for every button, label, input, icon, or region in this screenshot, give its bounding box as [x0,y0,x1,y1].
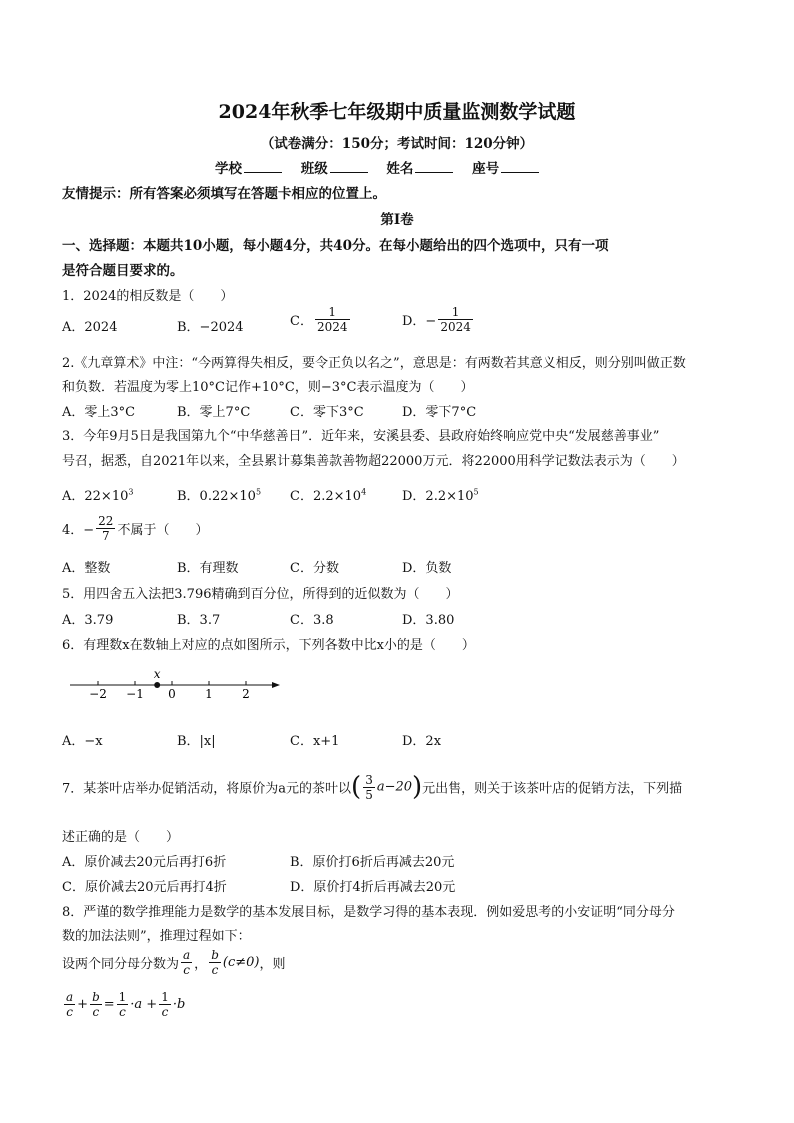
q6-option-d: D．2x [402,734,442,749]
q1-option-c: C． $\frac{1}{2024}$ [290,305,348,334]
q2-option-d: D．零下7°C [402,405,477,420]
number-line-tick-label: 1 [205,687,213,701]
volume-heading: 第Ⅰ卷 [380,212,414,228]
field-school: 学校 [215,157,282,177]
q1-option-b: B．−2024 [177,320,244,335]
q7-option-d: D．原价打4折后再减去20元 [290,880,456,895]
q8-line2: 数的加法法则”，推理过程如下： [62,929,251,944]
number-line-tick-label: 0 [168,687,176,701]
q8-line3: 设两个同分母分数为 $\frac{a}{c}$ ， $\frac{b}{c}$ (c≠0)，则 [62,948,286,977]
q1-option-d: D．− $\frac{1}{2024}$ [402,305,471,334]
q3-option-d: D．$2.2\times 10^5$ [402,487,479,504]
q7-option-b: B．原价打6折后再减去20元 [290,855,455,870]
q1-option-a: A．2024 [62,320,118,335]
q5-option-c: C．3.8 [290,613,334,628]
q5-stem: 5．用四舍五入法把3.796精确到百分位，所得到的近似数为（ ） [62,587,459,602]
q6-option-c: C．x+1 [290,734,340,749]
q4-option-d: D．负数 [402,561,452,576]
q5-option-a: A．3.79 [62,613,114,628]
exam-title: 2024年秋季七年级期中质量监测数学试题 [218,101,576,123]
exam-subtitle: （试卷满分：150分；考试时间：120分钟） [260,136,534,152]
friendly-tip: 友情提示：所有答案必须填写在答题卡相应的位置上。 [62,186,386,202]
q4-option-a: A．整数 [62,561,111,576]
field-seat: 座号 [472,157,539,177]
q7-line1: 7．某茶叶店举办促销活动，将原价为a元的茶叶以( $\frac{3}{5}$ a−20)元出售，则关于该茶叶店的促销方法，下列描 [62,772,683,802]
q2-line2: 和负数．若温度为零上10°C记作+10°C，则−3°C表示温度为（ ） [62,380,474,395]
q3-option-c: C．$2.2\times 10^4$ [290,487,367,504]
q1-stem: 1．2024的相反数是（ ） [62,289,234,304]
student-info-fields [215,157,553,177]
q2-option-a: A．零上3°C [62,405,136,420]
q8-equation: $\frac{a}{c}$ + $\frac{b}{c}$ = $\frac{1}{c}$ ·a + $\frac{1}{c}$ ·b [66,990,186,1019]
q3-option-a: A．$22\times 10^3$ [62,487,134,504]
q7-option-a: A．原价减去20元后再打6折 [62,855,227,870]
q6-option-a: A．−x [62,734,103,749]
q3-line2: 号召，据悉，自2021年以来，全县累计募集善款善物超22000万元．将22000用科学记数法表示为（ ） [62,454,685,469]
number-line-tick-label: −2 [89,687,107,701]
q2-option-b: B．零上7°C [177,405,251,420]
q2-line1: 2.《九章算术》中注：“今两算得失相反，要令正负以名之”，意思是：有两数若其意义相反，则分别叫做正数 [62,356,686,371]
number-line-tick-label: −1 [126,687,144,701]
q5-option-b: B．3.7 [177,613,221,628]
q3-line1: 3．今年9月5日是我国第九个“中华慈善日”．近年来，安溪县委、县政府始终响应党中央“发展慈善事业” [62,429,660,444]
field-class: 班级 [301,157,368,177]
number-line-arrow [272,682,280,688]
q8-line1: 8．严谨的数学推理能力是数学的基本发展目标，是数学习得的基本表现．例如爱思考的小安证明“同分母分 [62,905,675,920]
q4-stem: 4．− $\frac{22}{7}$ 不属于（ ） [62,514,209,543]
section-heading-line1: 一、选择题：本题共10小题，每小题4分，共40分。在每小题给出的四个选项中，只有一项 [62,238,609,254]
q7-option-c: C．原价减去20元后再打4折 [62,880,227,895]
q6-stem: 6．有理数x在数轴上对应的点如图所示，下列各数中比x小的是（ ） [62,638,475,653]
q5-option-d: D．3.80 [402,613,455,628]
x-point-label: x [153,667,161,681]
field-name: 姓名 [386,157,453,177]
number-line-figure [60,665,290,705]
q4-option-c: C．分数 [290,561,339,576]
x-point [154,682,160,688]
q2-option-c: C．零下3°C [290,405,364,420]
number-line-tick-label: 2 [242,687,250,701]
q6-option-b: B．|x| [177,734,216,749]
q3-option-b: B．$0.22\times 10^5$ [177,487,262,504]
q4-option-b: B．有理数 [177,561,239,576]
section-heading-line2: 是符合题目要求的。 [62,263,184,279]
q7-line2: 述正确的是（ ） [62,830,180,845]
